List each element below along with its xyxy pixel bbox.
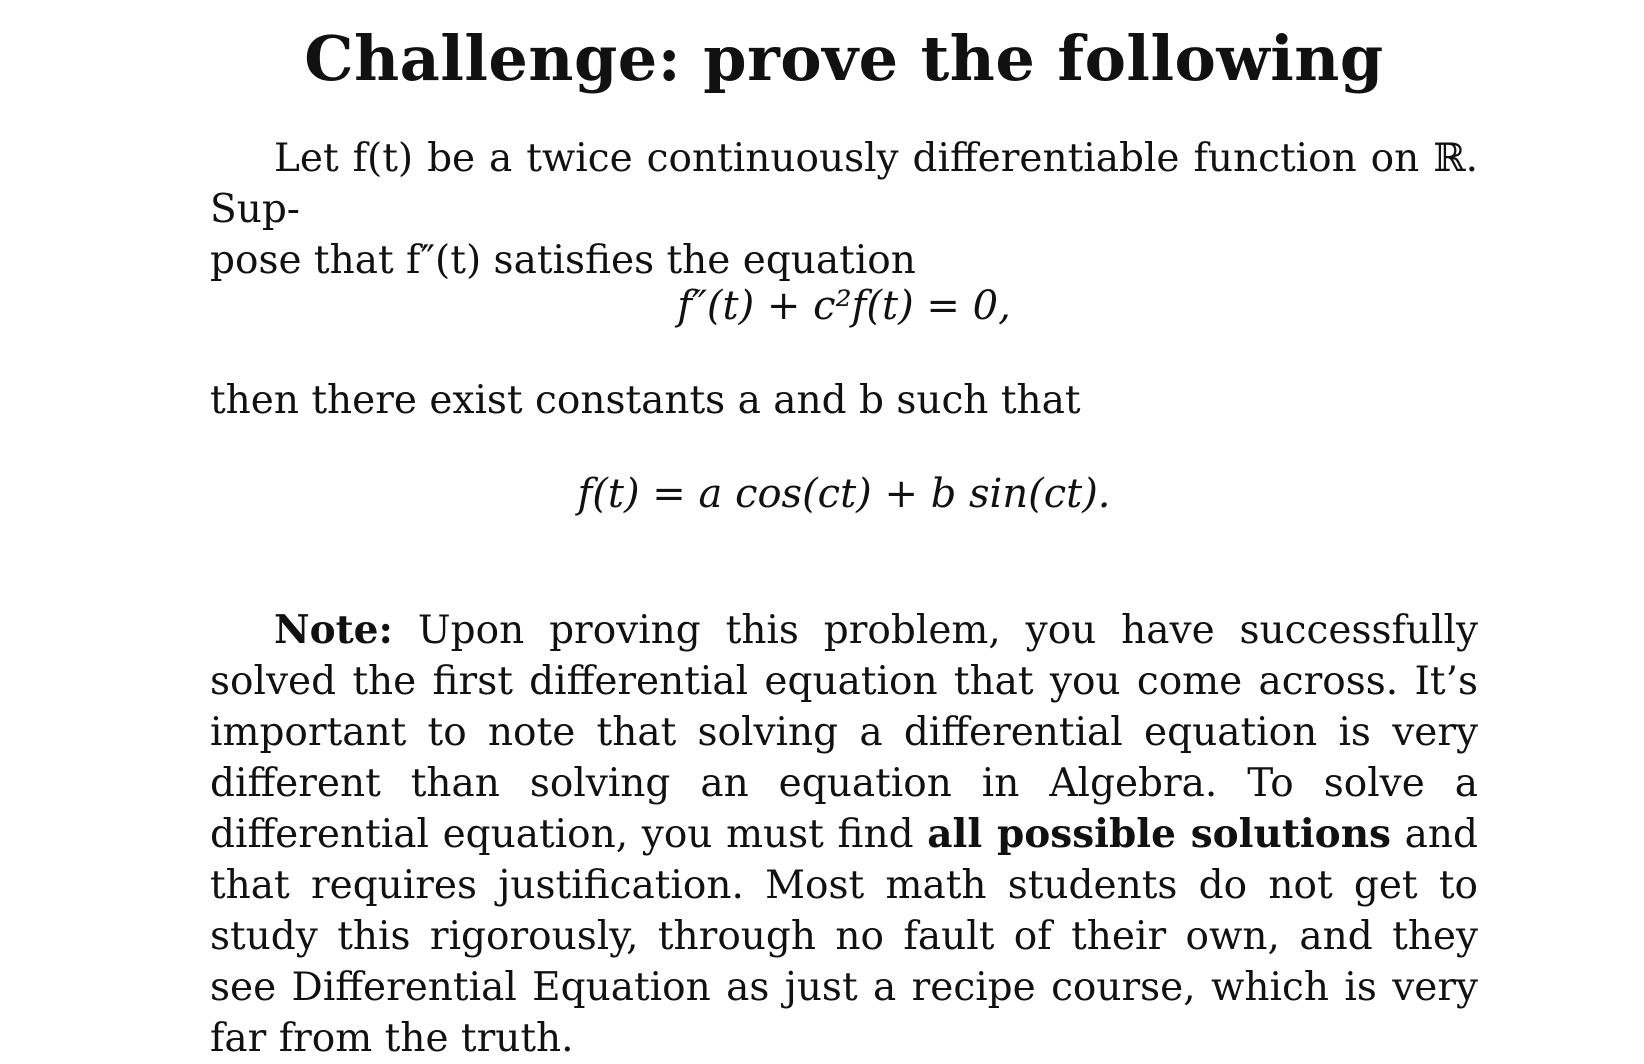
constants-statement: then there exist constants a and b such that [210,378,1081,423]
statement-line-1: Let f(t) be a twice continuously differentiable function on ℝ. Sup- [210,136,1478,232]
problem-statement [210,133,1478,286]
note-emphasis: all possible solutions [927,811,1392,857]
note-text-part-2: and that requires justification. Most math students do not get to study this rigorously, through no fault of their own, and they see Differential Equation as just a recipe course, which is very far from the truth. [210,812,1478,1061]
differential-equation: f″(t) + c²f(t) = 0, [677,283,1011,329]
note-text-part-1: Upon proving this problem, you have successfully solved the first differential equation that you come across. It’s important to note that solving a differential equation is very different than solving an equation in Algebra. To solve a differential equation, you must find [210,608,1478,857]
note-paragraph [210,605,1478,1064]
page-title: Challenge: prove the following [304,22,1384,95]
note-label: Note: [274,607,393,653]
statement-line-2: pose that f″(t) satisfies the equation [210,238,916,283]
solution-equation: f(t) = a cos(ct) + b sin(ct). [577,471,1111,517]
